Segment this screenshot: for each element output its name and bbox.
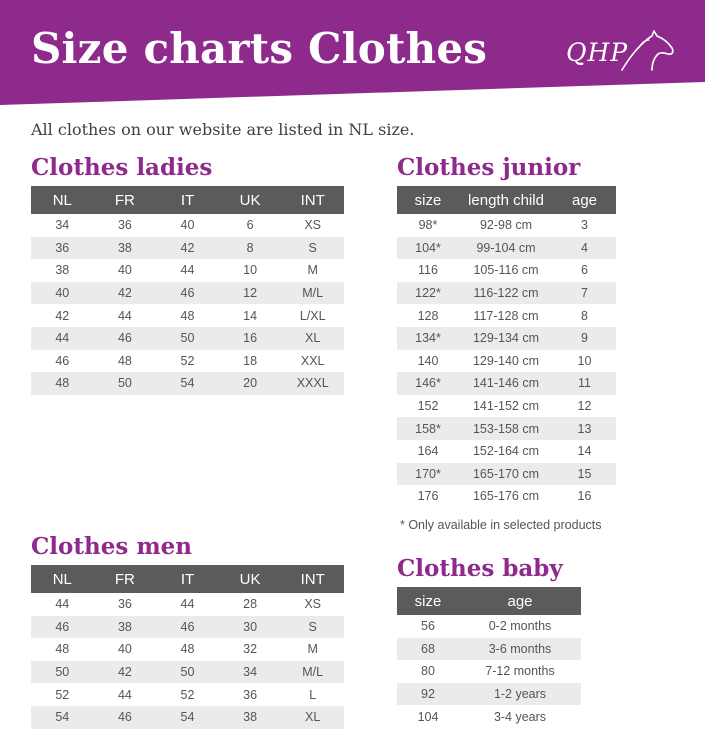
table-cell: 164 [417, 444, 439, 459]
table-row [397, 327, 616, 350]
table-cell: 44 [117, 687, 132, 702]
table-row [397, 638, 581, 661]
table-cell: 7-12 months [485, 664, 555, 679]
table-cell: 16 [577, 489, 592, 504]
table-cell: 129-140 cm [472, 353, 539, 368]
table-cell: 122* [397, 282, 459, 305]
table-cell: 40 [31, 282, 94, 305]
table-cell: 158* [397, 417, 459, 440]
table-cell: 40 [117, 263, 132, 278]
men-size-table [31, 565, 344, 729]
table-cell: 1-2 years [459, 683, 581, 706]
table-cell: 44 [180, 263, 195, 278]
table-row [397, 417, 616, 440]
table-cell: 9 [553, 327, 616, 350]
table-cell: 34 [55, 218, 70, 233]
table-cell: 16 [219, 327, 282, 350]
intro-text: All clothes on our website are listed in NL size. [31, 120, 415, 139]
table-cell: 54 [156, 372, 219, 395]
table-cell: 134* [397, 327, 459, 350]
table-cell: 176 [417, 489, 439, 504]
table-cell: 44 [117, 308, 132, 323]
column-header: IT [156, 565, 219, 593]
table-cell: 116 [418, 263, 438, 278]
table-row [397, 463, 616, 486]
table-cell: 6 [581, 263, 588, 278]
table-cell: L [309, 687, 317, 702]
table-row [31, 327, 344, 350]
table-row [31, 706, 344, 729]
table-cell: 165-170 cm [459, 463, 553, 486]
table-cell: 50 [94, 372, 157, 395]
table-cell: 42 [94, 661, 157, 684]
junior-size-table [397, 186, 616, 508]
table-cell: 8 [219, 237, 282, 260]
table-header-row [397, 587, 581, 615]
table-cell: 14 [577, 444, 592, 459]
table-cell: 52 [180, 687, 195, 702]
table-cell: 14 [243, 308, 258, 323]
table-row [31, 259, 344, 282]
column-header: age [459, 587, 581, 615]
table-cell: 12 [577, 399, 592, 414]
table-row [397, 705, 581, 728]
table-cell: 46 [31, 616, 94, 639]
table-cell: 54 [31, 706, 94, 729]
table-cell: 99-104 cm [459, 237, 553, 260]
table-cell: 117-128 cm [473, 308, 539, 323]
table-cell: 48 [180, 642, 195, 657]
table-cell: 42 [156, 237, 219, 260]
table-cell: 3-6 months [459, 638, 581, 661]
men-title: Clothes men [31, 533, 193, 560]
qhp-logo [566, 30, 676, 76]
table-cell: XS [304, 597, 322, 612]
table-cell: XL [281, 706, 344, 729]
column-header: size [397, 186, 459, 214]
table-cell: 6 [246, 218, 254, 233]
table-cell: 15 [553, 463, 616, 486]
table-cell: 3 [581, 218, 588, 233]
column-header: FR [94, 565, 157, 593]
table-cell: 98* [418, 218, 438, 233]
table-cell: 38 [94, 237, 157, 260]
table-cell: 48 [117, 353, 132, 368]
table-cell: 42 [55, 308, 70, 323]
table-cell: 0-2 months [488, 619, 552, 634]
table-cell: S [281, 616, 344, 639]
table-row [31, 304, 344, 327]
table-cell: 165-176 cm [472, 489, 539, 504]
table-cell: 40 [117, 642, 132, 657]
table-row [31, 214, 344, 237]
table-cell: XL [281, 327, 344, 350]
table-row [397, 350, 616, 373]
table-cell: 40 [180, 218, 195, 233]
table-row [397, 440, 616, 463]
table-row [31, 661, 344, 684]
table-row [31, 237, 344, 260]
table-cell: M/L [281, 661, 344, 684]
table-row [397, 660, 581, 683]
table-cell: XS [304, 218, 322, 233]
table-cell: 80 [421, 664, 435, 679]
table-row [397, 615, 581, 638]
table-cell: 28 [243, 597, 258, 612]
logo-text: QHP [566, 38, 629, 67]
table-row [397, 214, 616, 237]
table-cell: 116-122 cm [459, 282, 553, 305]
table-row [31, 638, 344, 661]
column-header: INT [281, 186, 344, 214]
table-cell: 170* [397, 463, 459, 486]
table-cell: 10 [243, 263, 258, 278]
table-cell: 44 [31, 327, 94, 350]
table-row [397, 259, 616, 282]
table-cell: 12 [219, 282, 282, 305]
table-cell: 141-146 cm [459, 372, 553, 395]
table-cell: 34 [219, 661, 282, 684]
table-row [397, 485, 616, 508]
table-row [31, 282, 344, 305]
baby-title: Clothes baby [397, 555, 563, 582]
table-cell: 8 [581, 308, 588, 323]
table-cell: 46 [94, 706, 157, 729]
table-cell: L/XL [299, 308, 326, 323]
table-cell: 32 [243, 642, 258, 657]
table-cell: M [307, 263, 318, 278]
column-header: NL [31, 186, 94, 214]
table-cell: 36 [117, 218, 132, 233]
table-cell: 141-152 cm [472, 399, 539, 414]
table-cell: 104* [397, 237, 459, 260]
table-cell: 52 [180, 353, 195, 368]
table-cell: 38 [219, 706, 282, 729]
table-cell: 128 [417, 308, 439, 323]
table-row [397, 372, 616, 395]
ladies-size-table [31, 186, 344, 395]
column-header: length child [459, 186, 553, 214]
table-cell: 152 [417, 399, 439, 414]
table-cell: 13 [553, 417, 616, 440]
table-row [397, 304, 616, 327]
table-cell: 11 [553, 372, 616, 395]
table-cell: 46 [156, 282, 219, 305]
table-row [397, 683, 581, 706]
table-row [31, 593, 344, 616]
table-cell: 52 [55, 687, 70, 702]
table-cell: 10 [577, 353, 592, 368]
table-cell: 129-134 cm [459, 327, 553, 350]
table-cell: S [281, 237, 344, 260]
table-header-row [31, 565, 344, 593]
table-cell: 46 [55, 353, 70, 368]
table-cell: 44 [55, 597, 70, 612]
table-cell: 46 [156, 616, 219, 639]
table-cell: 36 [117, 597, 132, 612]
table-cell: 56 [421, 619, 435, 634]
table-row [31, 350, 344, 373]
table-cell: 50 [156, 661, 219, 684]
table-cell: 30 [219, 616, 282, 639]
column-header: INT [281, 565, 344, 593]
column-header: FR [94, 186, 157, 214]
column-header: age [553, 186, 616, 214]
table-cell: 7 [553, 282, 616, 305]
column-header: size [397, 587, 459, 615]
table-cell: 4 [553, 237, 616, 260]
table-cell: 46 [94, 327, 157, 350]
table-cell: 50 [156, 327, 219, 350]
table-cell: 140 [417, 353, 439, 368]
table-row [397, 395, 616, 418]
ladies-title: Clothes ladies [31, 154, 213, 181]
table-cell: 50 [31, 661, 94, 684]
table-row [397, 282, 616, 305]
table-cell: 48 [55, 642, 70, 657]
page-title: Size charts Clothes [31, 24, 488, 73]
table-header-row [31, 186, 344, 214]
table-cell: 44 [180, 597, 195, 612]
table-cell: 38 [94, 616, 157, 639]
column-header: UK [219, 186, 282, 214]
junior-footnote: * Only available in selected products [400, 518, 602, 532]
table-cell: 20 [219, 372, 282, 395]
table-cell: 92-98 cm [479, 218, 533, 233]
table-cell: XXL [300, 353, 325, 368]
column-header: UK [219, 565, 282, 593]
junior-title: Clothes junior [397, 154, 581, 181]
table-cell: 48 [180, 308, 195, 323]
table-cell: 153-158 cm [459, 417, 553, 440]
table-cell: 105-116 cm [473, 263, 539, 278]
table-row [397, 237, 616, 260]
table-cell: 42 [94, 282, 157, 305]
column-header: IT [156, 186, 219, 214]
table-cell: 146* [397, 372, 459, 395]
table-cell: 48 [31, 372, 94, 395]
column-header: NL [31, 565, 94, 593]
table-cell: 36 [243, 687, 258, 702]
table-header-row [397, 186, 616, 214]
table-cell: M [307, 642, 318, 657]
table-cell: 152-164 cm [472, 444, 539, 459]
table-cell: 104 [417, 709, 439, 724]
table-row [31, 683, 344, 706]
horse-head-icon [618, 30, 676, 76]
table-cell: 68 [397, 638, 459, 661]
table-cell: 3-4 years [493, 709, 547, 724]
table-cell: M/L [281, 282, 344, 305]
table-row [31, 616, 344, 639]
table-row [31, 372, 344, 395]
baby-size-table [397, 587, 581, 728]
table-cell: 36 [31, 237, 94, 260]
table-cell: 92 [397, 683, 459, 706]
table-cell: 38 [55, 263, 70, 278]
table-cell: XXXL [281, 372, 344, 395]
table-cell: 18 [243, 353, 258, 368]
table-cell: 54 [156, 706, 219, 729]
